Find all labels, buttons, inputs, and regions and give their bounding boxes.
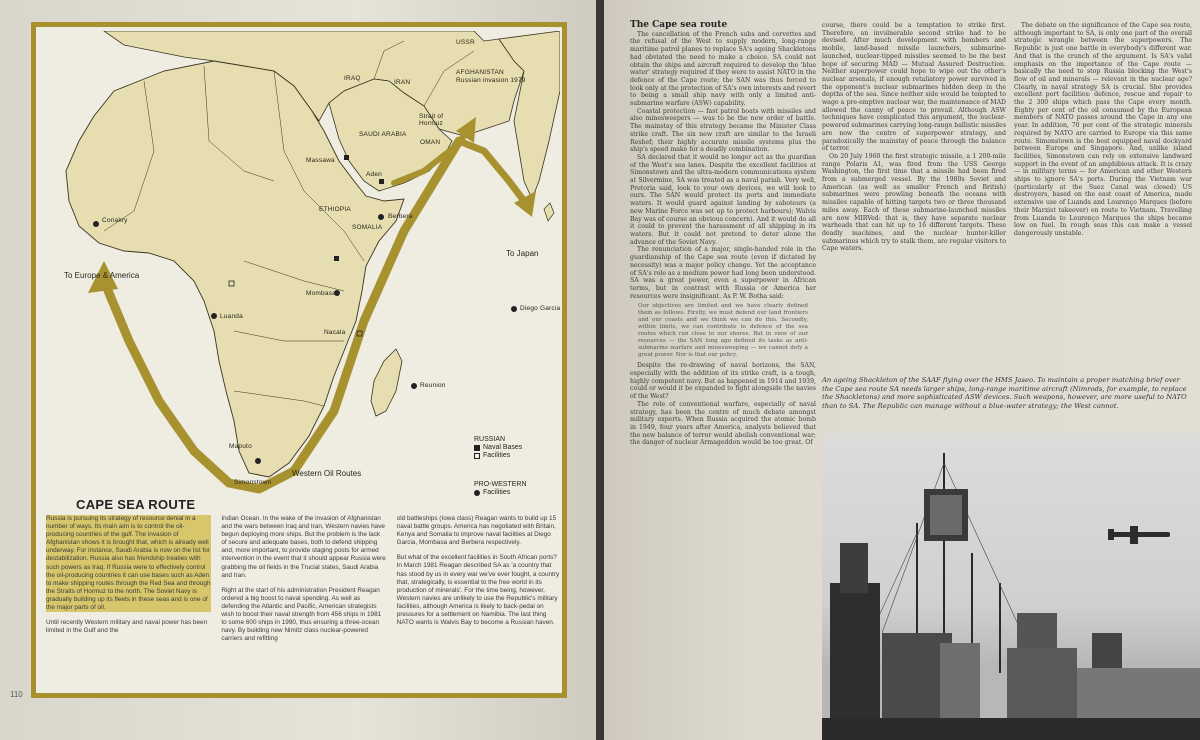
cape-sea-route-map — [44, 31, 560, 509]
label-oman: OMAN — [420, 139, 441, 146]
article-column-1 — [630, 22, 816, 447]
article-paragraph: Coastal protection — fast patrol boats with missiles and also minesweepers — was to be the new order of battle. The mainstay of this strategy became the Minister Class strike craft. The six new craft are similar to the Israeli Reshef; their highly accurate missile systems plus the ship's speed make for a deadly combination. — [630, 107, 816, 154]
shackleton-aircraft — [1108, 526, 1170, 544]
label-mombasa: Mombasa — [306, 290, 336, 297]
box-column-2 — [221, 515, 386, 695]
legend-pro-western: PRO-WESTERN — [474, 481, 527, 488]
botha-quote: Our objectives are limited and we have clearly defined them as follows. Firstly, we must defend our land frontiers and our coasts and we think we can do this. Secondly, within limits, we can contribute to defence of the sea routes which run close to our shores. But in view of our resources — the SAN long ago defined its tasks as anti-submarine warfare and minesweeping — we cannot defy a great power. Nor is that our policy. — [638, 303, 808, 359]
naval-base-swatch — [474, 445, 480, 451]
legend-naval-bases: Naval Bases — [483, 444, 523, 451]
legend-facilities: Facilities — [483, 452, 511, 459]
article-column-2 — [822, 22, 1006, 253]
box-paragraph: But what of the excellent facilities in South African ports? In March 1981 Reagan described SA as 'a country that has stood by us in every war we've ever fought, a country that, strategically, is essential to the free world in its production of minerals'. For the time being, however, Western navies are unlikely to use the Republic's military facilities, although America is likely to back-pedal on pressures for a settlement on Namibia. The last thing NATO wants is Walvis Bay to become a Russian haven. — [396, 554, 560, 627]
label-diego-garcia: Diego Garcia — [520, 305, 561, 312]
box-column-3 — [397, 515, 562, 695]
box-paragraph: old battleships (Iowa class) Reagan wants to build up 15 naval battle groups. America has negotiated with Britain, Kenya and Somalia to improve naval facilities at Diego Garcia, Mombasa and Berbera respectively. — [396, 515, 557, 547]
map-legend — [474, 436, 564, 496]
label-to-europe: To Europe & America — [64, 271, 140, 280]
gun-mount — [1092, 633, 1122, 673]
left-page — [0, 0, 596, 740]
label-nacala: Nacala — [324, 329, 346, 336]
label-reunion: Reunion — [420, 382, 446, 389]
box-text — [46, 515, 562, 695]
label-ussr: USSR — [456, 39, 475, 46]
article-title: The Cape sea route — [630, 20, 728, 30]
article-paragraph: course, there could be a temptation to strike first. Therefore, an invulnerable second strike had to be devised. After much development with bombers and mobile, land-based missile launchers, submarine-launched, nuclear-tipped missiles seemed to be the best hope of securing MAD — Mutual Assured Destruction. Neither superpower could hope to wipe out the other's nuclear arsenals, if enough retaliatory power survived in the opponent's nuclear submarines hidden deep in the depths of the sea. Since neither side would be tempted to wage a pre-emptive nuclear war, the maintenance of MAD allowed the canny of peace to prevail. Although ASW techniques have complicated this argument, the nuclear-powered submarines carrying long-range ballistic missiles are now the centre of superpower strategy, and paradoxically the mainstay of peace through the balance of terror. — [822, 22, 1006, 153]
article-paragraph: The role of conventional warfare, especially of naval strategy, has been the centre of much debate amongst military experts. When Russia acquired the atomic bomb in 1949, four years after America, analysts believed that the new balance of terror would abolish conventional war; the danger of nuclear Armageddon would be too great. Of — [630, 400, 816, 447]
turret — [1017, 613, 1057, 653]
article-paragraph: SA declared that it would no longer act as the guardian of the West's sea lanes. Despite the excellent facilities at Simonstown and the ultra-modern communications system at Silvermine, SA was treated as a naval pariah. Very well, Pretoria said, look to your own devices, we will look to ours. The SAN would protect its ports and immediate waters. It would guard against landing by saboteurs (a new Marine Force was set up to protect harbours); Walvis Bay was of course an obvious concern). And it would do all it could to prevent the harassment of all shipping in its waters. But it could not pretend to deter alone the advance of the Soviet Navy. — [630, 153, 816, 246]
box-paragraph: Indian Ocean. In the wake of the invasion of Afghanistan and the wars between Iraq and Iran, Western navies have begun deploying more ships. But the problem is the lack of secure and adequate bases, both to defend shipping and, more important, to provide staging posts for armed intervention in the event that it should appear Russia were grabbing the oil fields in the Trucial states, Saudi Arabia and Iran. — [221, 515, 386, 579]
deck — [822, 718, 1200, 740]
article-paragraph: Despite the re-drawing of naval horizons, the SAN, especially with the addition of its strike craft, is a tough, highly competent navy. But as happened in 1914 and 1939, could or would it be expanded to fight alongside the navies of the West? — [630, 362, 817, 401]
article-paragraph: The renunciation of a major, single-handed role in the guardianship of the Cape sea route (even if dictated by necessity) was a major policy change. Yet the acceptance of SA's role as a medium power had long been understood. SA was a great power, even a superpower in African terms, but in contrast with Russia or America her resources were insignificant. As P. W. Botha said: — [630, 246, 816, 300]
label-maputo: Maputo — [229, 443, 252, 450]
warship-illustration — [822, 433, 1200, 740]
legend-pw-facilities: Facilities — [483, 489, 511, 496]
legend-row-facilities — [474, 452, 564, 459]
box-title: CAPE SEA ROUTE — [76, 497, 196, 512]
label-aden: Aden — [366, 171, 382, 178]
legend-russian: RUSSIAN — [474, 436, 506, 443]
pro-western-dot — [474, 490, 480, 496]
box-paragraph: Until recently Western military and naval power has been limited in the Gulf and the — [46, 619, 208, 635]
facility-swatch — [474, 453, 480, 459]
label-western-oil-routes: Western Oil Routes — [292, 469, 362, 478]
photo-caption: An ageing Shackleton of the SAAF flying over the HMS Jaseo. To maintain a proper matching brief over the Cape sea route SA needs larger ships, long-range maritime aircraft (Nimrods, for example, to replace the Shackletons) and more sophisticated ASW devices. Such weapons, however, are more useful to NATO than to SA. The Republic can manage without a blue-water strategy; the West cannot. — [822, 376, 1187, 410]
article-column-3 — [1014, 22, 1192, 238]
right-page — [604, 0, 1200, 740]
label-luanda: Luanda — [220, 313, 243, 320]
warship-photo — [822, 433, 1200, 740]
article-paragraph: The debate on the significance of the Cape sea route, although important to SA, is only one part of the overall strategic wrangle between the superpowers. The Republic is just one battle in everybody's different war. And that is the crunch of the argument. Is SA's valid emphasis on the importance of the Cape route — basically the need to stop Russia blocking the West's flow of oil and minerals — relevant in the nuclear age? Clearly, in naval strategy SA is crucial. She provides excellent port facilities: defence, rescue and repair to the 2 300 ships which pass the Cape every month. Eighty per cent of the oil consumed by the European members of NATO passes around the Cape in any one year. In addition, 70 per cent of the strategic minerals required by NATO are carried to Europe via this same route. Simonstown is the best equipped naval dockyard between Europe and Singapore. And, unlike island facilities, Simonstown can rely on extensive landward support in the event of an amphibious attack. It is crazy — in military terms — for American and other Western ships to ignore SA's ports. During the Vietnam war (particularly at the Suez Canal was closed) US destroyers, based on the east coast of America, made extensive use of Luanda and Lourenço Marques (before their Marxist takeover) en route to Vietnam. Travelling from Luanda to Lourenço Marques the ships became low on fuel. In rough seas this can make a vessel dangerously unstable. — [1014, 22, 1192, 237]
label-iraq: IRAQ — [344, 75, 361, 82]
map-panel — [31, 22, 567, 698]
label-saudi-arabia: SAUDI ARABIA — [359, 131, 407, 138]
gun-director — [840, 543, 868, 593]
page-number: 110 — [10, 690, 23, 699]
box-column-1 — [46, 515, 211, 695]
label-somalia: SOMALIA — [352, 224, 383, 231]
label-afghanistan: AFGHANISTAN — [456, 69, 504, 76]
label-strait-of-hormuz: Strait of Hormuz — [419, 113, 444, 127]
radar-panel — [930, 495, 962, 535]
box-paragraph: Russia is pursuing its strategy of resource denial in a number of ways. Its main aim is to control the oil-producing countries of the gulf. The invasion of Afghanistan shows it is brought that, which is already well underway. For instance, Saudi Arabia is now on the list for destabilization. Russia also has friendship treaties with such powers as Iraq. If Russia were to effectively control the oil-producing countries it can use bases such as Aden to make shipping routes through the Red Sea and through the Straits of Hormuz to the north. The Soviet Navy is gradually building up its fleets in these seas and is one of the major parts of oil. — [46, 515, 211, 612]
label-russian-invasion: Russian invasion 1979 — [456, 77, 526, 84]
label-conakry: Conakry — [102, 217, 128, 224]
article-paragraph: On 20 July 1960 the first strategic missile, a 1 200-mile range Polaris A1, was fired from the USS George Washington, the first time that a missile had been fired from a submerged vessel. By the 1980s Soviet and American (as well as smaller French and British) submarines were prowling beneath the oceans with missiles capable of hitting targets two or three thousand miles away. Each of these submarine-launched missiles are now MIRVed: that is, they have separate nuclear warheads that can hit up to 16 different targets. These deadly machines, and the nuclear hunter-killer submarines which try to stalk them, are regular visitors to Cape waters. — [822, 152, 1006, 253]
label-massawa: Massawa — [306, 157, 335, 164]
label-berbera: Berbera — [388, 213, 413, 220]
legend-row-pw-facilities — [474, 489, 564, 496]
box-paragraph: Right at the start of his administration President Reagan ordered a big boost to naval spending. As well as defending the Atlantic and Pacific, American strategists wish to boost their naval strength from 456 ships in 1981 to some 600 ships in 1990, thus ensuring a three-ocean navy. By building new Nimitz class nuclear-powered carriers and refitting — [221, 586, 382, 643]
ship-superstructure-left — [830, 583, 880, 740]
article-paragraph: The cancellation of the French subs and corvettes and the refusal of the West to supply modern, long-range maritime patrol planes to replace SA's ageing Shackletons had obviated the need to make a choice. SA could not obtain the ships and aircraft required to develop the 'blue water' strategy required if they were to assist NATO in the defence of the Cape route; the SAN was thus forced to look only at the protection of SA's own interests and revert to being a small ship navy with only a limited anti-submarine warfare (ASW) capability. — [630, 30, 816, 108]
legend-row-naval-bases — [474, 444, 564, 451]
label-simonstown: Simonstown — [234, 479, 272, 486]
label-ethiopia: ETHIOPIA — [319, 206, 351, 213]
label-iran: IRAN — [394, 79, 411, 86]
label-to-japan: To Japan — [506, 249, 539, 258]
